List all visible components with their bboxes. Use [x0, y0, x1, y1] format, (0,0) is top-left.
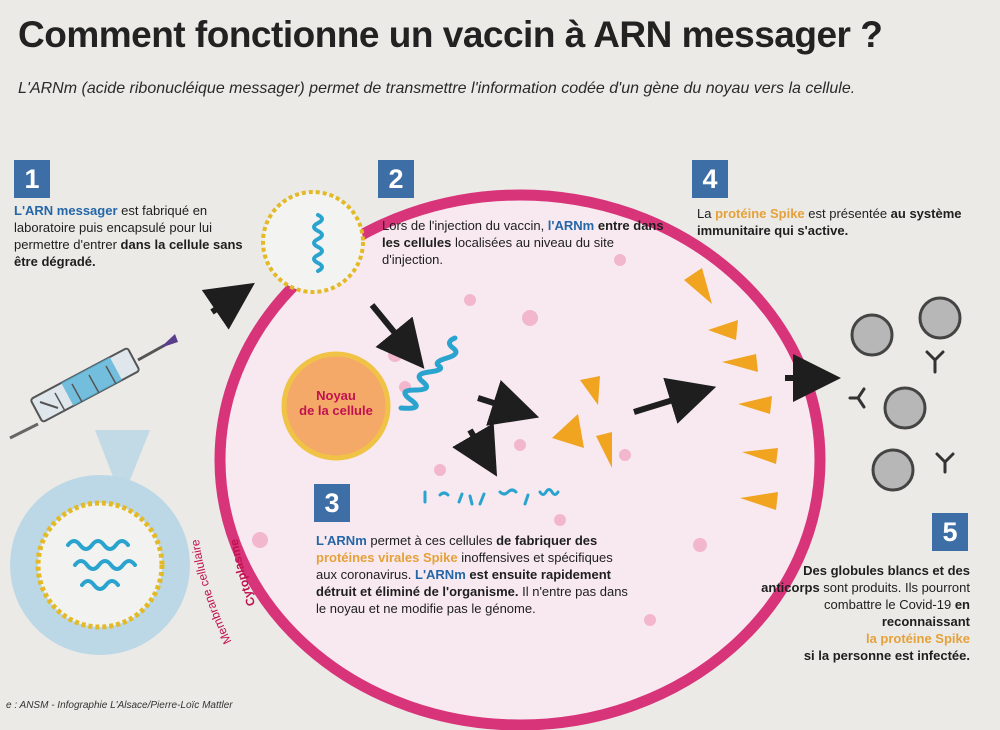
step-4-spike: protéine Spike: [715, 206, 805, 221]
step-2-text: [382, 217, 672, 268]
step-3-badge: 3: [314, 484, 350, 522]
step-1-emphasis: dans la cellule sans être dégradé.: [14, 237, 243, 269]
step-1-highlight: L'ARN messager: [14, 203, 118, 218]
nucleus-label-line-2: de la cellule: [299, 403, 373, 418]
page-title: Comment fonctionne un vaccin à ARN messager ?: [18, 14, 883, 55]
step-3-emphasis-2: est ensuite rapidement détruit et éliminé de l'organisme.: [316, 567, 611, 599]
step-5-text: [746, 562, 970, 664]
step-5-badge: 5: [932, 513, 968, 551]
step-1-text: [14, 202, 246, 270]
syringe-icon: [10, 334, 178, 438]
page-subtitle: L'ARNm (acide ribonucléique messager) permet de transmettre l'information codée d'un gène du noyau vers la cellule.: [18, 80, 856, 97]
step-2-emphasis: entre dans les cellules: [382, 218, 664, 250]
nucleus-label-line-1: Noyau: [316, 388, 356, 403]
step-5-emphasis-2: en reconnaissant: [881, 597, 970, 629]
step-5-spike: la protéine Spike: [865, 631, 970, 646]
step-3-highlight-2: L'ARNm: [415, 567, 466, 582]
step-2-highlight: l'ARNm: [547, 218, 595, 233]
membrane-label: Membrane cellulaire: [188, 538, 235, 647]
step-4-text: [697, 205, 987, 239]
step-1-badge: 1: [14, 160, 50, 198]
step-1-body: est fabriqué en laboratoire puis encapsulé pour lui permettre d'entrer: [14, 203, 213, 252]
step-3-highlight: L'ARNm: [316, 533, 367, 548]
step-3-spike: protéines virales Spike: [316, 550, 458, 565]
step-4-emphasis: au système immunitaire qui s'active.: [697, 206, 962, 238]
step-4-body-2: est présentée: [804, 206, 891, 221]
step-3-emphasis: de fabriquer des: [496, 533, 598, 548]
step-2-body-end: localisées au niveau du site d'injection.: [382, 235, 614, 267]
cytoplasm-label: Cytoplasme: [226, 538, 259, 609]
step-3-body: permet à ces cellules: [366, 533, 497, 548]
source-credit: e : ANSM - Infographie L'Alsace/Pierre-Loïc Mattler: [6, 700, 233, 711]
nucleus-label: [296, 388, 376, 418]
step-3-body-3: Il n'entre pas dans le noyau et ne modifie pas le génome.: [316, 584, 628, 616]
step-3-text: [316, 532, 628, 617]
step-3-body-2: inoffensives et spécifiques aux coronavirus.: [316, 550, 613, 582]
step-2-body: Lors de l'injection du vaccin,: [382, 218, 548, 233]
step-4-body: La: [697, 206, 716, 221]
step-5-emphasis-3: si la personne est infectée.: [803, 648, 970, 663]
step-2-badge: 2: [378, 160, 414, 198]
step-5-emphasis: Des globules blancs et des anticorps: [761, 563, 970, 595]
step-4-badge: 4: [692, 160, 728, 198]
step-5-body: sont produits. Ils pourront combattre le Covid-19: [819, 580, 970, 612]
